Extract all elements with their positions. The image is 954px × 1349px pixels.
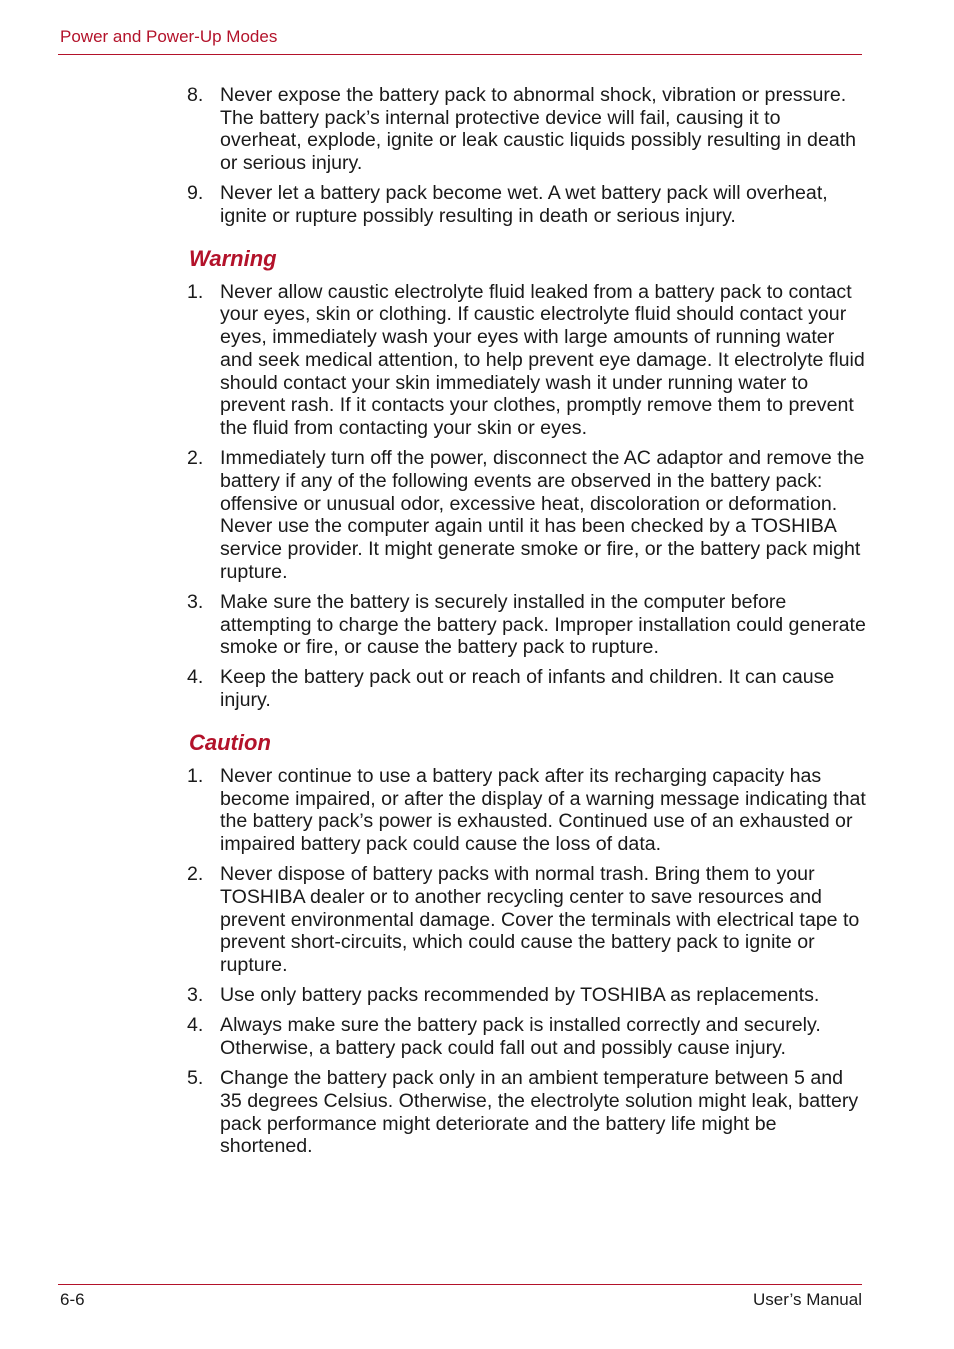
- list-number: 3.: [187, 984, 204, 1007]
- caution-heading: Caution: [189, 729, 271, 755]
- list-item: [187, 591, 867, 659]
- running-header: Power and Power-Up Modes: [60, 27, 278, 46]
- list-number: 9.: [187, 182, 204, 205]
- list-text: Change the battery pack only in an ambient temperature between 5 and 35 degrees Celsius. Otherwise, the electrolyte solution might leak, battery pack performance might deteriorate and the battery life might be shortened.: [220, 1067, 859, 1158]
- list-text: Never dispose of battery packs with normal trash. Bring them to your TOSHIBA dealer or to another recycling center to save resources and prevent environmental damage. Cover the terminals with electrical tape to prevent short-circuits, which could cause the battery pack to ignite or rupture.: [220, 863, 860, 976]
- list-text: Never let a battery pack become wet. A wet battery pack will overheat, ignite or rupture possibly resulting in death or serious injury.: [220, 182, 828, 228]
- caution-list: [187, 765, 867, 1158]
- warning-heading: Warning: [189, 245, 277, 271]
- list-item: [187, 1067, 867, 1158]
- header-rule: [58, 54, 862, 55]
- list-text: Immediately turn off the power, disconnect the AC adaptor and remove the battery if any of the following events are observed in the battery pack: offensive or unusual odor, excessive heat, discoloration or deformation. Never use the computer again until it has been checked by a TOSHIBA service provider. It might generate smoke or fire, or the battery pack might rupture.: [220, 447, 865, 583]
- manual-title: User’s Manual: [753, 1290, 862, 1309]
- list-item: [187, 1014, 867, 1059]
- list-item: [187, 765, 867, 856]
- list-item: [187, 281, 867, 440]
- list-item: [187, 182, 867, 227]
- list-item: [187, 447, 867, 583]
- page-number: 6-6: [60, 1290, 85, 1309]
- list-number: 3.: [187, 590, 204, 613]
- list-item: [187, 666, 867, 711]
- list-number: 5.: [187, 1067, 204, 1090]
- list-number: 1.: [187, 764, 204, 787]
- list-text: Never continue to use a battery pack after its recharging capacity has become impaired, or after the display of a warning message indicating that the battery pack’s power is exhausted. Continued use of an exhausted or impaired battery pack could cause the loss of data.: [220, 764, 866, 855]
- list-text: Use only battery packs recommended by TOSHIBA as replacements.: [220, 984, 820, 1007]
- list-item: [187, 984, 867, 1007]
- list-number: 2.: [187, 447, 204, 470]
- list-number: 1.: [187, 280, 204, 303]
- list-text: Make sure the battery is securely installed in the computer before attempting to charge the battery pack. Improper installation could generate smoke or fire, or cause the battery pack to rupture.: [220, 590, 866, 659]
- intro-list: [187, 84, 867, 228]
- list-item: [187, 863, 867, 977]
- list-number: 8.: [187, 84, 204, 106]
- list-text: Never expose the battery pack to abnormal shock, vibration or pressure. The battery pack’s internal protective device will fail, causing it to overheat, explode, ignite or leak caustic liquids possibly resulting in death or serious injury.: [220, 84, 857, 175]
- list-text: Keep the battery pack out or reach of infants and children. It can cause injury.: [220, 666, 835, 712]
- list-text: Never allow caustic electrolyte fluid leaked from a battery pack to contact your eyes, skin or clothing. If caustic electrolyte fluid should contact your eyes, immediately wash your eyes with large amounts of running water and seek medical attention, to help prevent eye damage. It electrolyte fluid should contact your skin immediately wash it under running water to prevent rash. If it contacts your clothes, promptly remove them to prevent the fluid from contacting your skin or eyes.: [220, 280, 865, 439]
- page-body: [187, 84, 867, 1166]
- footer-rule: [58, 1284, 862, 1285]
- list-item: [187, 84, 867, 175]
- list-text: Always make sure the battery pack is installed correctly and securely. Otherwise, a battery pack could fall out and possibly cause injury.: [220, 1014, 821, 1060]
- list-number: 4.: [187, 1014, 204, 1037]
- warning-list: [187, 281, 867, 712]
- list-number: 4.: [187, 666, 204, 689]
- list-number: 2.: [187, 863, 204, 886]
